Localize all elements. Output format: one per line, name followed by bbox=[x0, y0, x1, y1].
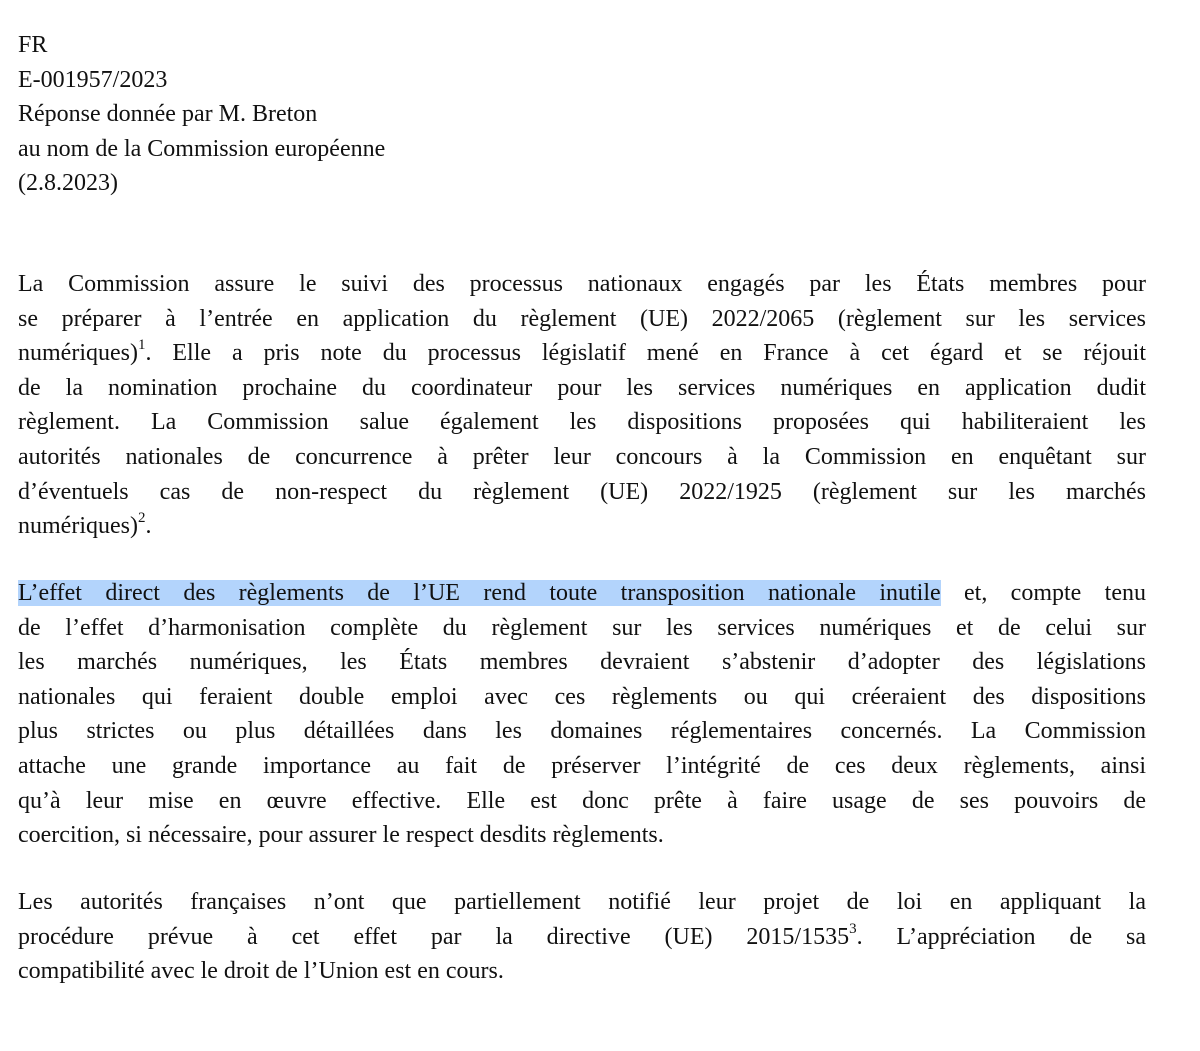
paragraph-line: autorités nationales de concurrence à prêter leur concours à la Commission en enquêtant sur bbox=[18, 443, 1146, 470]
footnote-ref-1[interactable]: 1 bbox=[137, 337, 146, 354]
text-run: . bbox=[145, 513, 152, 540]
paragraph-line: qu’à leur mise en œuvre effective. Elle est donc prête à faire usage de ses pouvoirs de bbox=[18, 787, 1146, 814]
paragraph-line: La Commission assure le suivi des processus nationaux engagés par les États membres pour bbox=[18, 271, 1146, 297]
paragraph-line bbox=[18, 920, 1146, 955]
on-behalf-of: au nom de la Commission européenne bbox=[18, 135, 386, 162]
text-run: et, compte tenu bbox=[940, 580, 1147, 606]
paragraph-2 bbox=[18, 576, 1146, 853]
paragraph-line: coercition, si nécessaire, pour assurer le respect desdits règlements. bbox=[18, 822, 664, 849]
paragraph-line: de la nomination prochaine du coordinateur pour les services numériques en application dudit bbox=[18, 374, 1146, 401]
text-run: procédure prévue à cet effet par la directive (UE) 2015/1535 bbox=[18, 923, 850, 950]
paragraph-line bbox=[18, 576, 1146, 611]
text-run: numériques) bbox=[18, 513, 138, 540]
paragraph-line: règlement. La Commission salue également les dispositions proposées qui habiliteraient les bbox=[18, 409, 1146, 436]
question-reference: E-001957/2023 bbox=[18, 66, 168, 93]
paragraph-line: de l’effet d’harmonisation complète du règlement sur les services numériques et de celui sur bbox=[18, 614, 1146, 641]
paragraph-line: Les autorités françaises n’ont que partiellement notifié leur projet de loi en appliquant la bbox=[18, 889, 1146, 915]
paragraph-line: compatibilité avec le droit de l’Union est en cours. bbox=[18, 958, 504, 985]
paragraph-line: plus strictes ou plus détaillées dans les domaines réglementaires concernés. La Commission bbox=[18, 718, 1146, 745]
paragraph-line: d’éventuels cas de non-respect du règlement (UE) 2022/1925 (règlement sur les marchés bbox=[18, 478, 1146, 505]
paragraph-line: les marchés numériques, les États membres devraient s’abstenir d’adopter des législations bbox=[18, 649, 1146, 676]
footnote-ref-3[interactable]: 3 bbox=[849, 920, 857, 937]
paragraph-3 bbox=[18, 885, 1146, 989]
paragraph-line: attache une grande importance au fait de préserver l’intégrité de ces deux règlements, ainsi bbox=[18, 752, 1146, 779]
answer-author: Réponse donnée par M. Breton bbox=[18, 101, 318, 127]
document-header bbox=[18, 28, 385, 201]
paragraph-line bbox=[18, 509, 1146, 544]
paragraph-line: nationales qui feraient double emploi avec ces règlements ou qui créeraient des dispositions bbox=[18, 683, 1146, 710]
paragraph-line bbox=[18, 336, 1146, 371]
text-run: . Elle a pris note du processus législatif mené en France à cet égard et se réjouit bbox=[145, 340, 1146, 367]
text-run: . L’appréciation de sa bbox=[856, 923, 1147, 950]
answer-date: (2.8.2023) bbox=[18, 170, 118, 196]
paragraph-line: se préparer à l’entrée en application du règlement (UE) 2022/2065 (règlement sur les services bbox=[18, 305, 1146, 332]
paragraph-1 bbox=[18, 267, 1146, 544]
footnote-ref-2[interactable]: 2 bbox=[137, 510, 146, 527]
selected-text-highlight[interactable]: L’effet direct des règlements de l’UE rend toute transposition nationale inutile bbox=[18, 580, 941, 606]
text-run: numériques) bbox=[18, 340, 138, 367]
language-code: FR bbox=[18, 32, 48, 58]
